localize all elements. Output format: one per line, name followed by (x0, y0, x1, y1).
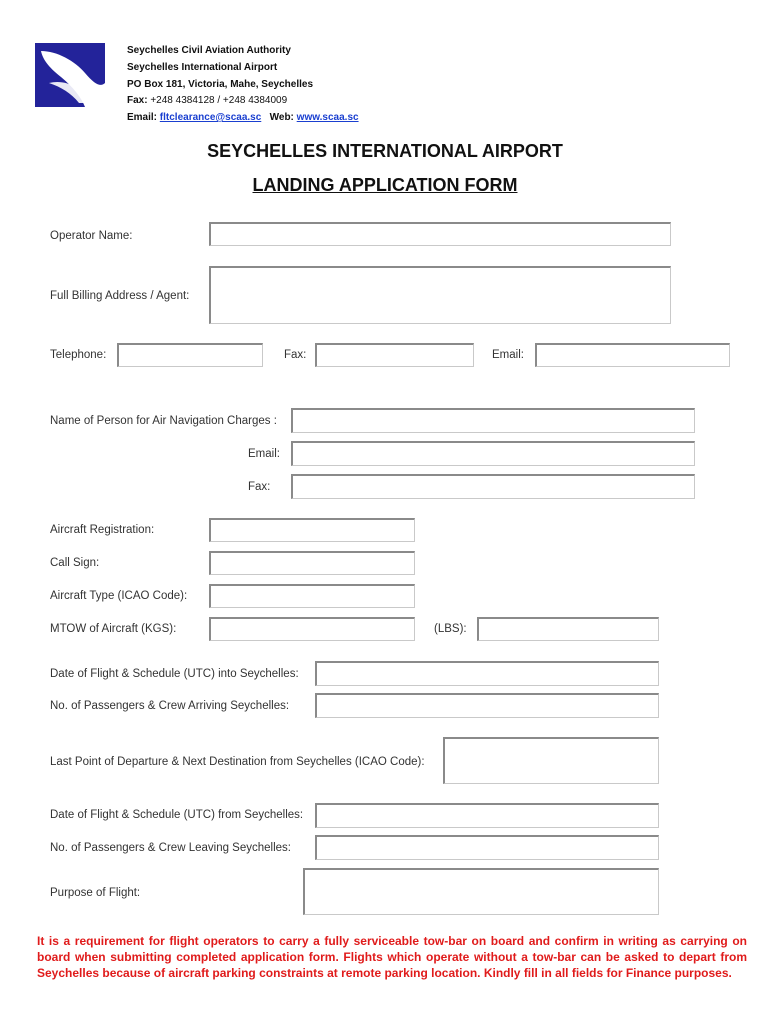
fax-line (127, 95, 287, 106)
mtow-kgs-input[interactable] (209, 617, 415, 641)
mtow-kgs-label: MTOW of Aircraft (KGS): (50, 623, 177, 635)
fax-input[interactable] (315, 343, 474, 367)
fax-label: Fax: (127, 95, 148, 106)
nav-person-label: Name of Person for Air Navigation Charges : (50, 415, 277, 427)
departure-points-label: Last Point of Departure & Next Destination from Seychelles (ICAO Code): (50, 756, 425, 768)
form-title-text: LANDING APPLICATION FORM (252, 175, 518, 195)
departure-points-input[interactable] (443, 737, 659, 784)
web-label: Web: (269, 112, 294, 123)
departure-pax-input[interactable] (315, 835, 659, 860)
nav-email-label: Email: (248, 448, 280, 460)
web-link[interactable]: www.scaa.sc (296, 112, 359, 123)
aircraft-type-label: Aircraft Type (ICAO Code): (50, 590, 188, 602)
aircraft-registration-label: Aircraft Registration: (50, 524, 155, 536)
aircraft-registration-input[interactable] (209, 518, 415, 542)
authority-name: Seychelles Civil Aviation Authority (127, 45, 291, 56)
arrival-pax-input[interactable] (315, 693, 659, 718)
nav-fax-label: Fax: (248, 481, 271, 493)
telephone-input[interactable] (117, 343, 263, 367)
arrival-pax-label: No. of Passengers & Crew Arriving Seychelles: (50, 700, 290, 712)
billing-address-input[interactable] (209, 266, 671, 324)
mtow-lbs-label: (LBS): (434, 623, 467, 635)
form-title (0, 175, 770, 196)
departure-date-label: Date of Flight & Schedule (UTC) from Seychelles: (50, 809, 304, 821)
telephone-label: Telephone: (50, 349, 107, 361)
form-title-airport: SEYCHELLES INTERNATIONAL AIRPORT (207, 141, 563, 161)
email-link[interactable]: fltclearance@scaa.sc (159, 112, 262, 123)
purpose-label: Purpose of Flight: (50, 887, 141, 899)
contact-line (127, 112, 359, 123)
call-sign-label: Call Sign: (50, 557, 100, 569)
operator-name-label: Operator Name: (50, 230, 133, 242)
email-input[interactable] (535, 343, 730, 367)
email-label: Email: (127, 112, 158, 123)
postal-address: PO Box 181, Victoria, Mahe, Seychelles (127, 79, 314, 90)
arrival-date-input[interactable] (315, 661, 659, 686)
fax-value: +248 4384128 / +248 4384009 (150, 95, 288, 106)
operator-name-input[interactable] (209, 222, 671, 246)
fax-field-label: Fax: (284, 349, 307, 361)
mtow-lbs-input[interactable] (477, 617, 659, 641)
purpose-input[interactable] (303, 868, 659, 915)
nav-fax-input[interactable] (291, 474, 695, 499)
nav-email-input[interactable] (291, 441, 695, 466)
departure-pax-label: No. of Passengers & Crew Leaving Seychelles: (50, 842, 291, 854)
call-sign-input[interactable] (209, 551, 415, 575)
nav-person-input[interactable] (291, 408, 695, 433)
scaa-logo-icon (35, 43, 105, 107)
airport-name: Seychelles International Airport (127, 62, 278, 73)
departure-date-input[interactable] (315, 803, 659, 828)
email-field-label: Email: (492, 349, 524, 361)
arrival-date-label: Date of Flight & Schedule (UTC) into Seychelles: (50, 668, 299, 680)
billing-address-label: Full Billing Address / Agent: (50, 290, 190, 302)
aircraft-type-input[interactable] (209, 584, 415, 608)
tow-bar-notice: It is a requirement for flight operators to carry a fully serviceable tow-bar on board and confirm in writing as carrying on board when submitting completed application form. Flights which operate without a tow-bar can be asked to depart from Seychelles because of aircraft parking constraints at remote parking location. Kindly fill in all fields for Finance purposes. (37, 934, 747, 980)
